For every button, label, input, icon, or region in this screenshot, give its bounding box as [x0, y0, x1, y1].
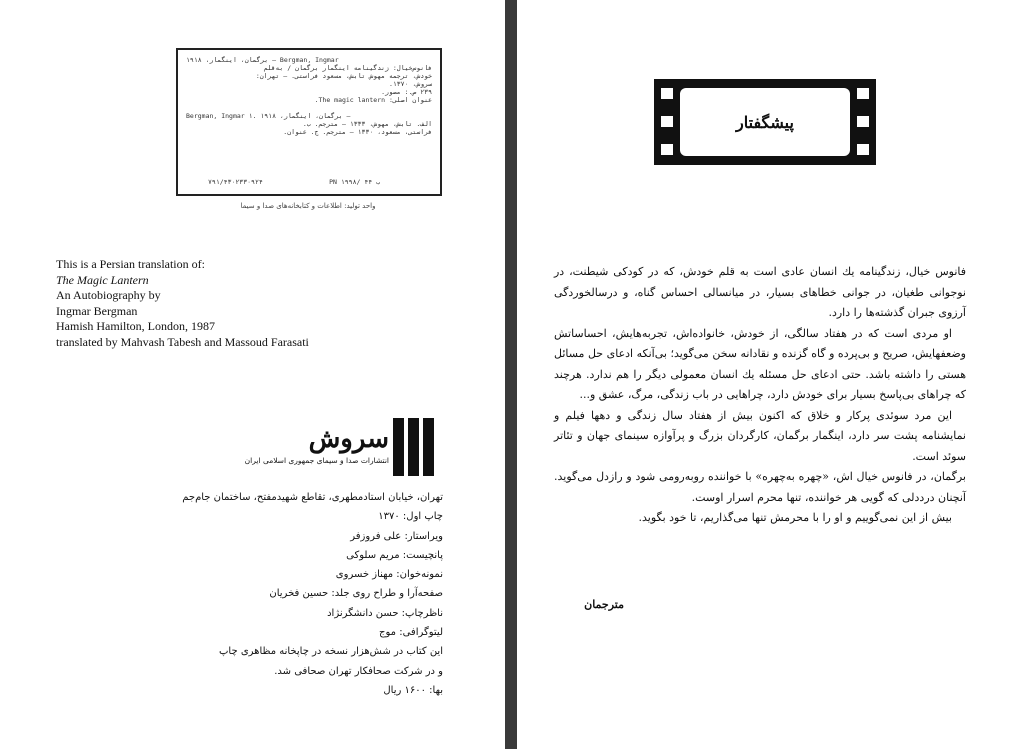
imprint-line: تهران، خیابان استادمطهری، تقاطع شهیدمفتح، ساختمان جام‌جم — [182, 492, 443, 503]
catalog-line-2: فانوس‌خیال: زندگینامه اینگمار برگمان / به‌قلم — [263, 64, 432, 72]
right-page — [517, 0, 1024, 749]
catalog-spacer — [186, 104, 432, 112]
credit-line-title: The Magic Lantern — [56, 272, 149, 287]
imprint-line: صفحه‌آرا و طراح روی جلد: حسین فخریان — [269, 588, 443, 600]
preface-text — [554, 262, 966, 529]
credit-line-publisher: Hamish Hamilton, London, 1987 — [56, 319, 215, 333]
imprint-line: لیتوگرافی: موج — [379, 627, 443, 639]
preface-paragraph: بیش از این نمی‌گوییم و او را با محرمش تنها می‌گذاریم، تا خود بگوید. — [638, 511, 952, 524]
imprint-line: ناظرچاپ: حسن دانشگرنژاد — [327, 607, 443, 619]
logo-bar — [423, 418, 434, 476]
publisher-logo-text: سروش — [308, 424, 389, 454]
left-page — [0, 0, 505, 749]
logo-bars-icon — [393, 418, 445, 476]
catalog-lc-number: PN ۱۹۹۸/ ۴ب ۴ — [329, 178, 380, 186]
catalog-line-3: خودش، ترجمه مهوش تابش، مسعود فراستی. – تهران: — [255, 72, 432, 80]
logo-bar — [408, 418, 419, 476]
credit-line-3: An Autobiography by — [56, 288, 161, 302]
catalog-card — [176, 48, 442, 196]
catalog-line-9: الف. تابش، مهوش، ۱۳۳۳ – مترجم. ب. — [302, 120, 432, 128]
logo-bar — [393, 418, 404, 476]
translators-signature: مترجمان — [584, 598, 624, 611]
imprint-line: این کتاب در شش‌هزار نسخه در چاپخانه مظاهری چاپ — [219, 646, 443, 658]
film-perforation — [857, 88, 869, 99]
book-gutter — [505, 0, 517, 749]
imprint-line: چاپ اول: ۱۳۷۰ — [378, 511, 443, 523]
catalog-line-10: فراستی، مسعود، ۱۳۳۰ – مترجم. ج. عنوان. — [283, 128, 432, 136]
page-title: پیشگفتار — [736, 112, 794, 132]
catalog-line-8: Bergman, Ingmar ۱. برگمان، اینگمار، ۱۹۱۸ – — [186, 112, 351, 120]
imprint-line: پانچیست: مریم سلوکی — [346, 549, 443, 561]
imprint-line: و در شرکت صحافکار تهران صحافی شد. — [274, 665, 443, 677]
imprint-line: نمونه‌خوان: مهناز خسروی — [335, 569, 443, 581]
film-strip-frame — [654, 79, 876, 165]
film-perforation — [857, 144, 869, 155]
catalog-dewey-number: ۷۹۱/۴۳۰۲۳۳۰۹۲۴ — [208, 178, 263, 186]
imprint-details — [143, 488, 443, 700]
film-perforation — [661, 116, 673, 127]
film-perforation — [857, 116, 869, 127]
preface-paragraph: برگمان، در فانوس خیال اش، «چهره به‌چهره» با خواننده روبه‌رومی شود و رازدل می‌گوید. آنچنان درددلی که گویی هر خواننده، تنها محرم اسرار اوست. — [554, 470, 966, 504]
catalog-line-5: ۲۳۹ ص.: مصور. — [381, 88, 432, 96]
preface-paragraph: او مردی است که در هفتاد سالگی، از خودش، خانواده‌اش، تجربه‌هایش، احساساتش وضعفهایش، صریح و بی‌پرده و گاه گزنده و نقادانه سخن می‌گوید؛ بی‌آنکه ادعای حل مسائل هستی را داشته باشد. حتی ادعای حل مسئله یك انسان معمولی دیگر را هم ندارد. هرچند که چراهای بی‌پاسخ بسیار برای خودش دارد، چراهایی در باب زندگی، مرگ، عشق و... — [554, 326, 966, 401]
film-perforation — [661, 144, 673, 155]
imprint-line: بها: ۱۶۰۰ ریال — [383, 684, 443, 696]
catalog-call-numbers — [208, 178, 380, 186]
catalog-line-4: سروش، ۱۳۷۰. — [388, 80, 432, 88]
catalog-line-1: برگمان، اینگمار، ۱۹۱۸ – Bergman, Ingmar — [186, 56, 339, 64]
credit-line-1: This is a Persian translation of: — [56, 257, 205, 271]
english-credits — [56, 257, 309, 350]
preface-paragraph: فانوس خیال، زندگینامه یك انسان عادی است به قلم خودش، که در کودکی شیطنت، در نوجوانی طغیان، در جوانی خطاهای بسیار، در میانسالی احساس گناه، و درسالخوردگی آرزوی جبران گذشته‌ها را دارد. — [554, 265, 966, 319]
credit-line-translators: translated by Mahvash Tabesh and Massoud Farasati — [56, 334, 309, 349]
catalog-line-6: عنوان اصلی: The magic lantern. — [314, 96, 432, 104]
film-title-box — [680, 88, 850, 156]
film-perforation — [661, 88, 673, 99]
publisher-logo-subtitle: انتشارات صدا و سیمای جمهوری اسلامی ایران — [244, 456, 389, 465]
credit-line-author: Ingmar Bergman — [56, 303, 138, 318]
publisher-logo — [244, 418, 445, 480]
imprint-line: ویراستار: علی فروزفر — [350, 530, 443, 542]
catalog-caption: واحد تولید: اطلاعات و کتابخانه‌های صدا و سیما — [240, 202, 376, 210]
preface-paragraph: این مرد سوئدی پرکار و خلاق که اکنون بیش از هفتاد سال زندگی و دهها فیلم و نمایشنامه پشت سر دارد، اینگمار برگمان، کارگردان بزرگ و پرآوازه سینمای جهان و تئاتر سوئد است. — [554, 408, 966, 463]
